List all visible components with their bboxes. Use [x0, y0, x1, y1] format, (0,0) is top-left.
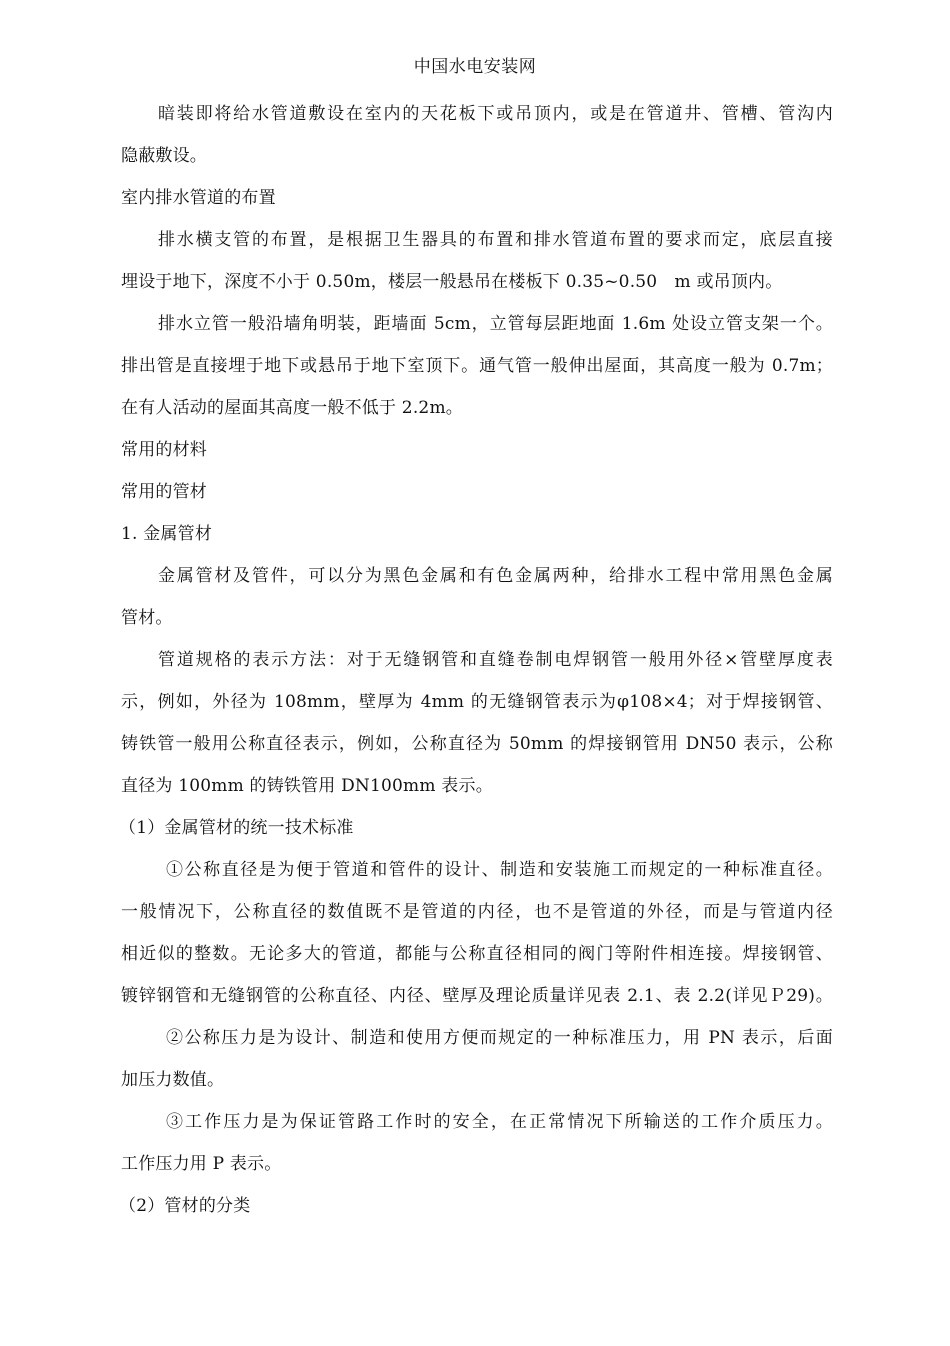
- paragraph-line: 直径为 100mm 的铸铁管用 DN100mm 表示。: [121, 776, 493, 796]
- paragraph-line: 在有人活动的屋面其高度一般不低于 2.2m。: [121, 398, 463, 418]
- paragraph-line: 管材。: [121, 608, 173, 628]
- paragraph-line: 隐蔽敷设。: [121, 146, 207, 166]
- paragraph-line: ②公称压力是为设计、制造和使用方便而规定的一种标准压力，用 PN 表示，后面: [166, 1028, 833, 1048]
- section-heading: （2）管材的分类: [119, 1196, 251, 1216]
- paragraph-line: 排出管是直接埋于地下或悬吊于地下室顶下。通气管一般伸出屋面，其高度一般为 0.7m；: [121, 356, 833, 376]
- paragraph-line: 排水立管一般沿墙角明装，距墙面 5cm，立管每层距地面 1.6m 处设立管支架一个。: [158, 314, 833, 334]
- paragraph-line: 相近似的整数。无论多大的管道，都能与公称直径相同的阀门等附件相连接。焊接钢管、: [121, 944, 833, 964]
- section-heading: 1. 金属管材: [121, 524, 213, 544]
- section-heading: 常用的材料: [121, 440, 207, 460]
- paragraph-line: 一般情况下，公称直径的数值既不是管道的内径，也不是管道的外径，而是与管道内径: [121, 902, 833, 922]
- paragraph-line: 镀锌钢管和无缝钢管的公称直径、内径、壁厚及理论质量详见表 2.1、表 2.2(详见Ｐ29)。: [121, 986, 833, 1006]
- paragraph-line: 示，例如，外径为 108mm，壁厚为 4mm 的无缝钢管表示为φ108×4；对于焊接钢管、: [121, 692, 833, 712]
- paragraph-line: 暗装即将给水管道敷设在室内的天花板下或吊顶内，或是在管道井、管槽、管沟内: [158, 104, 833, 124]
- paragraph-line: 排水横支管的布置，是根据卫生器具的布置和排水管道布置的要求而定，底层直接: [158, 230, 833, 250]
- paragraph-line: 金属管材及管件，可以分为黑色金属和有色金属两种，给排水工程中常用黑色金属: [158, 566, 833, 586]
- paragraph-line: 加压力数值。: [121, 1070, 225, 1090]
- page-header: 中国水电安装网: [413, 57, 537, 77]
- paragraph-line: 管道规格的表示方法：对于无缝钢管和直缝卷制电焊钢管一般用外径×管壁厚度表: [158, 650, 833, 670]
- section-heading: 室内排水管道的布置: [121, 188, 276, 208]
- section-heading: 常用的管材: [121, 482, 207, 502]
- paragraph-line: ③工作压力是为保证管路工作时的安全，在正常情况下所输送的工作介质压力。: [166, 1112, 833, 1132]
- paragraph-line: 埋设于地下，深度不小于 0.50m，楼层一般悬吊在楼板下 0.35~0.50 m 或吊顶内。: [121, 272, 783, 292]
- section-heading: （1）金属管材的统一技术标准: [119, 818, 354, 838]
- paragraph-line: 铸铁管一般用公称直径表示，例如，公称直径为 50mm 的焊接钢管用 DN50 表示，公称: [121, 734, 833, 754]
- paragraph-line: ①公称直径是为便于管道和管件的设计、制造和安装施工而规定的一种标准直径。: [166, 860, 833, 880]
- paragraph-line: 工作压力用 P 表示。: [121, 1154, 282, 1174]
